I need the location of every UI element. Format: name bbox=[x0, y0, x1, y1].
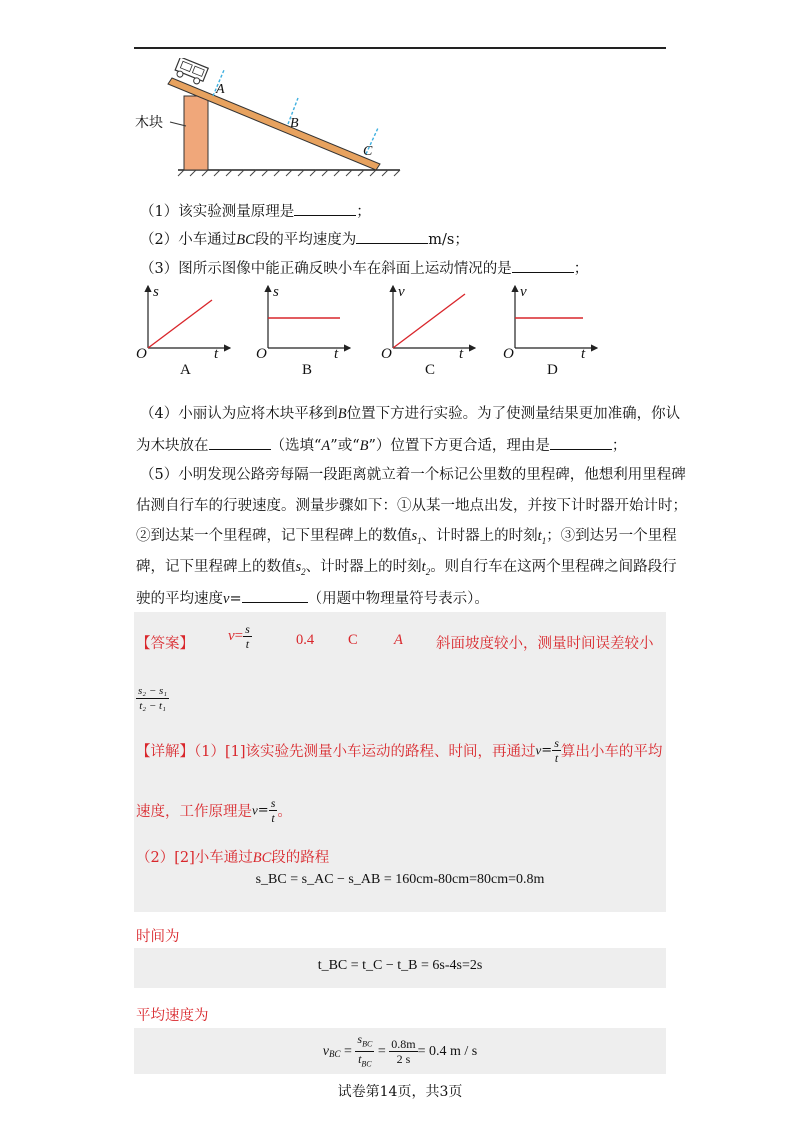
question-5-line2: 估测自行车的行驶速度。测量步骤如下：①从某一地点出发，并按下计时器开始计时； bbox=[136, 498, 687, 514]
graph-c-yaxis: v bbox=[398, 284, 405, 300]
graph-a-line bbox=[148, 300, 212, 348]
graph-a-label: A bbox=[180, 362, 191, 378]
question-5-line5: 驶的平均速度v= （用题中物理量符号表示）。 bbox=[136, 587, 489, 609]
equation-speed: $v_{BC}$ = $\frac{s_{BC}}{t_{BC}}$ = $\frac{0.8m}{2 s}$ = 0.4 m / s bbox=[322, 1032, 478, 1069]
graph-c-xaxis: t bbox=[459, 346, 464, 362]
graph-b-label: B bbox=[302, 362, 313, 378]
equation-time: t_BC = t_C − t_B = 6s-4s=2s bbox=[317, 958, 483, 973]
wood-block bbox=[184, 96, 208, 170]
graph-a bbox=[148, 286, 230, 348]
answer-1: v= $\frac{s}{t}$ bbox=[228, 622, 250, 651]
graph-d-origin: O bbox=[503, 346, 514, 362]
question-5-line1: （5）小明发现公路旁每隔一段距离就立着一个标记公里数的里程碑，他想利用里程碑 bbox=[140, 467, 686, 483]
detail-line2: 速度，工作原理是v= $\frac{s}{t}$ 。 bbox=[136, 796, 292, 825]
detail-line3: （2）[2]小车通过BC段的路程 bbox=[136, 850, 330, 866]
graph-b bbox=[268, 286, 350, 348]
detail-line1: 【详解】（1）[1]该实验先测量小车运动的路程、时间，再通过v= $\frac{s}{t}$ 算出小车的平均 bbox=[136, 736, 663, 765]
question-4-line1: （4）小丽认为应将木块平移到B位置下方进行实验。为了使测量结果更加准确，你认 bbox=[140, 406, 681, 422]
graph-d bbox=[515, 286, 597, 348]
question-3: （3）图所示图像中能正确反映小车在斜面上运动情况的是 ； bbox=[140, 257, 588, 279]
graph-a-origin: O bbox=[136, 346, 147, 362]
graph-b-yaxis: s bbox=[273, 284, 279, 300]
point-a-label: A bbox=[216, 82, 225, 97]
graph-d-yaxis: v bbox=[520, 284, 527, 300]
ground-hatch bbox=[178, 170, 400, 176]
graph-c-line bbox=[393, 294, 465, 348]
time-label: 时间为 bbox=[136, 929, 180, 945]
graph-d-xaxis: t bbox=[581, 346, 586, 362]
question-4-line2: 为木块放在 （选填“A”或“B”）位置下方更合适，理由是 ； bbox=[136, 434, 626, 456]
graph-a-xaxis: t bbox=[214, 346, 219, 362]
speed-label: 平均速度为 bbox=[136, 1008, 209, 1024]
answer-4: A bbox=[394, 632, 403, 648]
answer-6: $\frac{\text{s₂ − s₁}}{\text{t₂ − t₁}}$ bbox=[138, 685, 168, 712]
question-2: （2）小车通过BC段的平均速度为 m/s； bbox=[140, 228, 469, 250]
incline-figure bbox=[130, 58, 410, 178]
graphs-svg bbox=[130, 280, 610, 370]
answer-2: 0.4 bbox=[296, 632, 315, 648]
question-5-line4: 碑，记下里程碑上的数值$s_2$、计时器上的时刻$t_2$。则自行车在这两个里程碑之间路段行 bbox=[136, 559, 677, 577]
answer-5: 斜面坡度较小，测量时间误差较小 bbox=[436, 636, 654, 652]
graph-a-yaxis: s bbox=[153, 284, 159, 300]
page-footer: 试卷第14页，共3页 bbox=[337, 1084, 463, 1100]
top-rule bbox=[134, 47, 666, 49]
graph-d-label: D bbox=[547, 362, 558, 378]
answer-3: C bbox=[348, 632, 358, 648]
equation-distance: s_BC = s_AC − s_AB = 160cm-80cm=80cm=0.8m bbox=[255, 872, 545, 887]
point-c-label: C bbox=[363, 144, 373, 159]
point-b-label: B bbox=[290, 116, 299, 131]
answer-tag: 【答案】 bbox=[136, 636, 194, 652]
block-label: 木块 bbox=[135, 115, 163, 131]
graph-c-label: C bbox=[425, 362, 436, 378]
graph-c bbox=[393, 286, 475, 348]
graph-c-origin: O bbox=[381, 346, 392, 362]
question-5-line3: ②到达某一个里程碑，记下里程碑上的数值$s_1$、计时器上的时刻$t_1$；③到达另一个里程 bbox=[136, 528, 677, 546]
graph-b-xaxis: t bbox=[334, 346, 339, 362]
question-1: （1）该实验测量原理是 ； bbox=[140, 200, 371, 222]
graph-b-origin: O bbox=[256, 346, 267, 362]
